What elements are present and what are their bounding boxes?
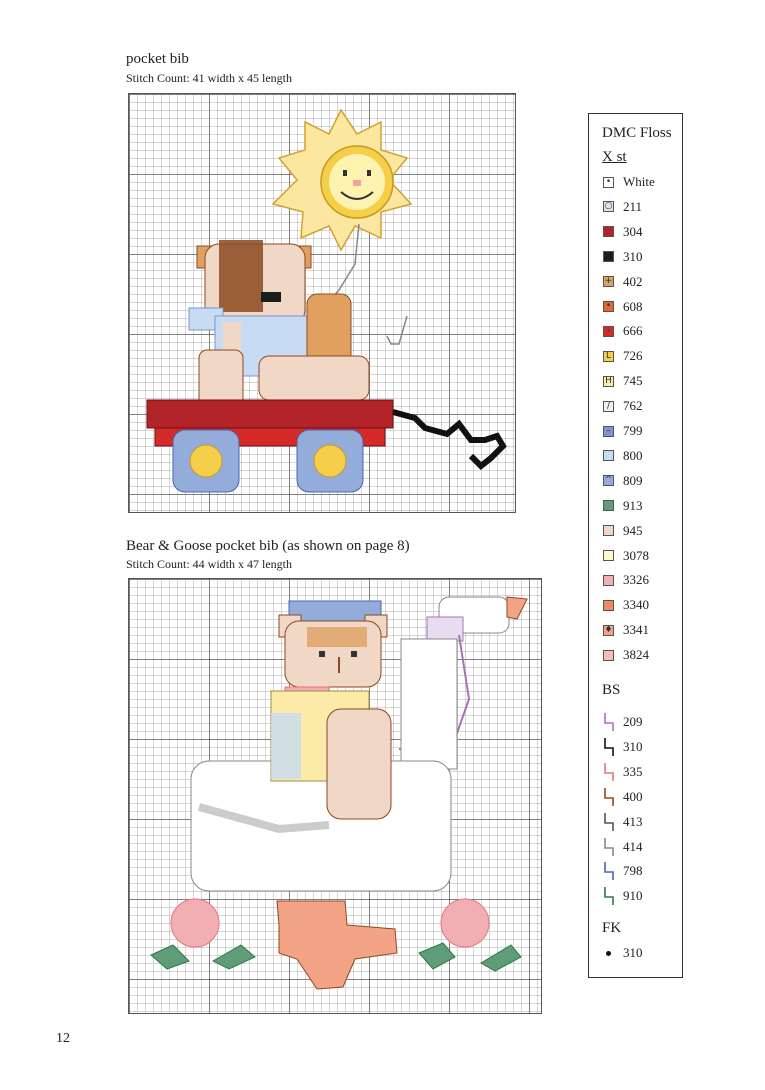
floss-code: 945: [623, 522, 643, 538]
legend-xst-item: [603, 173, 655, 191]
color-swatch: •: [603, 177, 614, 188]
floss-legend: [588, 113, 683, 978]
legend-xst-label: X st: [602, 149, 627, 165]
backstitch-line: [603, 811, 614, 833]
color-swatch: –: [603, 426, 614, 437]
legend-xst-item: [603, 223, 643, 241]
floss-code: 666: [623, 323, 643, 339]
legend-xst-item: [603, 596, 649, 614]
page-number: 12: [56, 1031, 70, 1046]
legend-bs-label: BS: [602, 682, 621, 698]
color-swatch: /: [603, 401, 614, 412]
floss-code: 913: [623, 497, 643, 513]
flower-right: [441, 899, 489, 947]
color-swatch: [603, 226, 614, 237]
legend-bs-item: [603, 859, 643, 883]
color-swatch: [603, 550, 614, 561]
legend-fk-item: [603, 944, 643, 962]
legend-xst-item: [603, 347, 643, 365]
floss-code: 3824: [623, 647, 649, 663]
legend-fk-label: FK: [602, 920, 622, 936]
legend-xst-item: [603, 547, 649, 565]
floss-code: 3078: [623, 547, 649, 563]
bear-arm: [327, 709, 391, 819]
legend-xst-item: [603, 497, 643, 515]
wagon-body: [147, 400, 393, 428]
legend-xst-item: [603, 447, 643, 465]
chart1-stitch-count: Stitch Count: 41 width x 45 length: [126, 71, 293, 85]
chart2-pattern: [129, 579, 541, 1013]
leaf-left-a: [151, 945, 189, 969]
french-knot-dot: [606, 951, 611, 956]
floss-code: 745: [623, 373, 643, 389]
floss-code: 726: [623, 348, 643, 364]
backstitch-line: [603, 761, 614, 783]
backstitch-line: [603, 786, 614, 808]
legend-xst-item: [603, 273, 643, 291]
floss-code: 762: [623, 398, 643, 414]
floss-code: White: [623, 174, 655, 189]
chart2-grid: [128, 578, 542, 1014]
leaf-right-a: [419, 943, 455, 969]
legend-bs-item: [603, 810, 643, 834]
floss-code: 414: [623, 838, 643, 854]
chart2-title: Bear & Goose pocket bib (as shown on page 8): [126, 538, 410, 554]
leaf-right-b: [481, 945, 521, 971]
floss-code: 310: [623, 738, 643, 754]
floss-code: 310: [623, 945, 643, 960]
floss-code: 413: [623, 813, 643, 829]
floss-code: 310: [623, 248, 643, 264]
color-swatch: L: [603, 351, 614, 362]
floss-code: 799: [623, 423, 643, 438]
legend-heading: DMC Floss: [602, 125, 672, 141]
bear-arm: [307, 294, 351, 364]
backstitch-line: [603, 885, 614, 907]
color-swatch: ›: [603, 326, 614, 337]
legend-bs-item: [603, 884, 643, 908]
chart1-grid: [128, 93, 516, 513]
floss-code: 608: [623, 298, 643, 314]
legend-xst-item: [603, 422, 643, 440]
floss-code: 3341: [623, 622, 649, 638]
chart1-pattern: [129, 94, 515, 512]
backstitch-line: [603, 860, 614, 882]
floss-code: 3340: [623, 597, 649, 613]
chart1-title: pocket bib: [126, 51, 189, 67]
backstitch-line: [603, 736, 614, 758]
bear-cap: [219, 240, 263, 312]
legend-xst-item: [603, 198, 642, 216]
legend-bs-item: [603, 710, 643, 734]
floss-code: 402: [623, 273, 643, 289]
color-swatch: [603, 500, 614, 511]
chart2-stitch-count: Stitch Count: 44 width x 47 length: [126, 557, 293, 571]
floss-code: 910: [623, 888, 643, 904]
color-swatch: [603, 600, 614, 611]
legend-xst-item: [603, 248, 643, 266]
color-swatch: [603, 450, 614, 461]
legend-xst-item: [603, 472, 643, 490]
floss-code: 211: [623, 198, 643, 214]
legend-xst-item: [603, 372, 643, 390]
flower-left: [171, 899, 219, 947]
floss-code: 209: [623, 714, 643, 729]
legend-xst-item: [603, 571, 649, 589]
legend-bs-item: [603, 835, 643, 859]
goose-feet: [277, 901, 397, 989]
color-swatch: [603, 650, 614, 661]
color-swatch: [603, 575, 614, 586]
legend-bs-item: [603, 735, 643, 759]
color-swatch: H: [603, 376, 614, 387]
floss-code: 400: [623, 788, 643, 804]
color-swatch: [603, 525, 614, 536]
color-swatch: ○: [604, 201, 613, 212]
backstitch-line: [603, 711, 614, 733]
leaf-left-b: [213, 945, 255, 969]
legend-xst-item: [603, 397, 643, 415]
legend-xst-item: [603, 646, 649, 664]
floss-code: 3326: [623, 572, 649, 588]
legend-bs-item: [603, 760, 643, 784]
legend-bs-item: [603, 785, 643, 809]
color-swatch: ^: [604, 475, 613, 486]
wagon-handle: [393, 412, 503, 466]
goose-neck: [401, 639, 457, 769]
legend-xst-item: [603, 522, 643, 540]
color-swatch: •: [603, 301, 614, 312]
color-swatch: +: [604, 276, 613, 287]
color-swatch: [603, 251, 614, 262]
legend-xst-item: [603, 322, 643, 340]
legend-xst-item: [603, 298, 643, 316]
floss-code: 800: [623, 447, 643, 463]
floss-code: 304: [623, 223, 643, 239]
legend-xst-item: [603, 621, 649, 639]
backstitch-line: [603, 836, 614, 858]
floss-code: 809: [623, 472, 643, 488]
floss-code: 798: [623, 863, 643, 879]
color-swatch: ♦: [604, 624, 613, 635]
floss-code: 335: [623, 763, 643, 779]
